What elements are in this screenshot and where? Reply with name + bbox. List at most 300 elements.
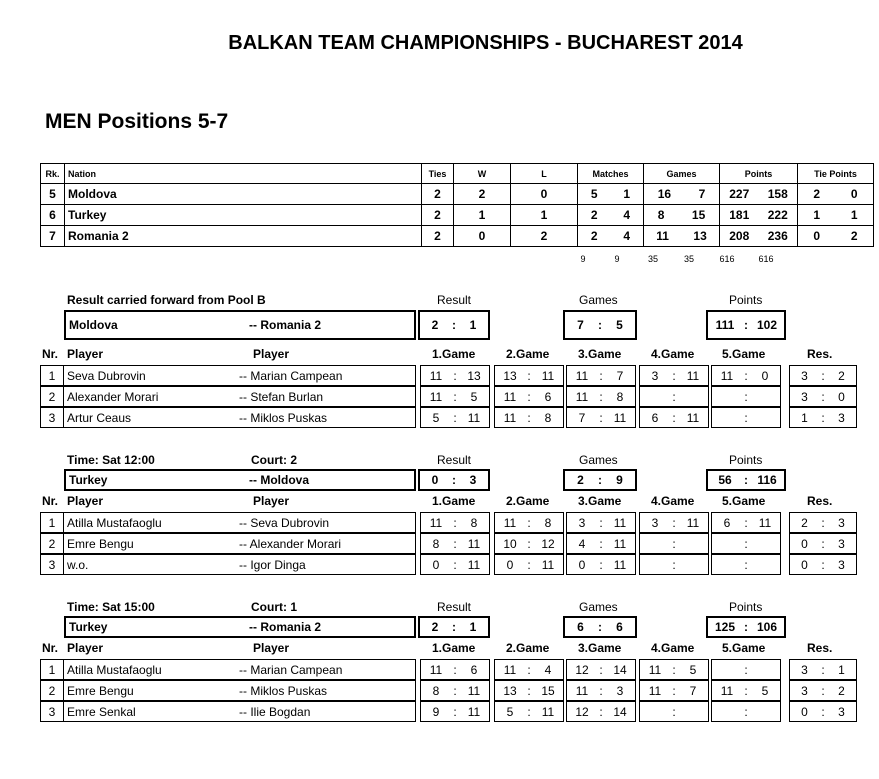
player1: Emre Senkal bbox=[67, 704, 136, 719]
match-info: Result carried forward from Pool B bbox=[67, 293, 266, 307]
match-result bbox=[418, 469, 490, 491]
game-score-left bbox=[640, 537, 670, 551]
games-lost: 15 bbox=[691, 208, 706, 222]
row-number-text: 3 bbox=[48, 704, 56, 719]
game-score-left: 0 bbox=[432, 557, 440, 572]
match-info: Time: Sat 12:00 bbox=[67, 453, 155, 467]
game-score bbox=[420, 386, 490, 407]
tie-points-lost: 0 bbox=[850, 187, 858, 201]
games-header: Games bbox=[644, 164, 720, 184]
rank: 6 bbox=[41, 205, 65, 226]
games-won: 11 bbox=[656, 229, 669, 243]
res-right: 2 bbox=[838, 683, 845, 698]
game-score-right bbox=[750, 558, 780, 572]
game-header: 1.Game bbox=[432, 347, 476, 361]
wins: 1 bbox=[454, 205, 511, 226]
games-colon: : bbox=[598, 473, 602, 487]
matches-won: 2 bbox=[590, 208, 598, 222]
res-colon: : bbox=[821, 557, 825, 572]
game-header: 4.Game bbox=[651, 494, 695, 508]
game-score-colon: : bbox=[527, 704, 531, 719]
game-score-right bbox=[750, 537, 780, 551]
team1-name: Turkey bbox=[69, 620, 108, 634]
game-score-colon: : bbox=[599, 704, 603, 719]
game-score-colon: : bbox=[527, 389, 531, 404]
game-score-colon: : bbox=[744, 389, 748, 404]
res-right: 3 bbox=[838, 536, 845, 551]
points-won: 208 bbox=[729, 229, 750, 243]
game-score-left: 11 bbox=[503, 389, 517, 404]
page-title: BALKAN TEAM CHAMPIONSHIPS - BUCHAREST 2014 bbox=[228, 32, 743, 54]
res-colon: : bbox=[821, 536, 825, 551]
game-score-right: 11 bbox=[467, 683, 481, 698]
game-score-right: 8 bbox=[470, 515, 478, 530]
res-right: 3 bbox=[838, 704, 845, 719]
game-score-right: 12 bbox=[541, 536, 555, 551]
game-score-colon: : bbox=[672, 683, 676, 698]
player-pair bbox=[63, 533, 416, 554]
game-score-colon: : bbox=[744, 557, 748, 572]
game-score-right bbox=[750, 411, 780, 425]
player-pair bbox=[63, 365, 416, 386]
ties: 2 bbox=[422, 184, 454, 205]
match-points bbox=[706, 616, 786, 638]
total-games-lost: 35 bbox=[683, 254, 694, 264]
match-points bbox=[706, 469, 786, 491]
game-score bbox=[494, 407, 564, 428]
game-score-colon: : bbox=[672, 662, 676, 677]
match-info: Time: Sat 15:00 bbox=[67, 600, 155, 614]
tie-points-won: 0 bbox=[813, 229, 821, 243]
result-label: Result bbox=[437, 293, 472, 307]
row-number-text: 3 bbox=[48, 410, 56, 425]
points-right: 116 bbox=[757, 473, 777, 487]
game-score-right: 8 bbox=[544, 515, 552, 530]
points bbox=[720, 205, 798, 226]
res-right: 3 bbox=[838, 557, 845, 572]
player-pair bbox=[63, 512, 416, 533]
rank-header: Rk. bbox=[41, 164, 65, 184]
result-left: 2 bbox=[431, 318, 439, 332]
game-score-colon: : bbox=[672, 410, 676, 425]
games-left: 6 bbox=[577, 620, 584, 634]
game-score-right: 8 bbox=[544, 410, 552, 425]
game-score-left: 0 bbox=[506, 557, 514, 572]
row-number bbox=[40, 512, 64, 533]
game-score-right: 0 bbox=[761, 368, 769, 383]
game-score-colon: : bbox=[453, 704, 457, 719]
res-right: 3 bbox=[838, 410, 845, 425]
nr-header: Nr. bbox=[42, 347, 59, 361]
player2: -- Stefan Burlan bbox=[239, 389, 324, 404]
games-left: 7 bbox=[577, 318, 584, 332]
tie-points-header: Tie Points bbox=[798, 164, 874, 184]
res-header: Res. bbox=[807, 347, 833, 361]
games-won: 16 bbox=[657, 187, 672, 201]
game-score-left: 3 bbox=[578, 515, 586, 530]
res-colon: : bbox=[821, 389, 825, 404]
wins: 0 bbox=[454, 226, 511, 247]
player2-header: Player bbox=[253, 494, 290, 508]
game-score bbox=[639, 659, 709, 680]
game-score-left: 3 bbox=[651, 515, 659, 530]
player1: Emre Bengu bbox=[67, 683, 134, 698]
court-label: Court: 1 bbox=[251, 600, 297, 614]
game-score bbox=[566, 659, 636, 680]
games bbox=[644, 205, 720, 226]
game-score-right: 11 bbox=[541, 557, 555, 572]
res-header: Res. bbox=[807, 494, 833, 508]
player-pair bbox=[63, 554, 416, 575]
res-left: 3 bbox=[801, 389, 808, 404]
game-score-right: 5 bbox=[470, 389, 478, 404]
game-score-right: 13 bbox=[467, 368, 481, 383]
res-colon: : bbox=[821, 515, 825, 530]
game-score bbox=[420, 659, 490, 680]
player1: Emre Bengu bbox=[67, 536, 134, 551]
game-score bbox=[494, 386, 564, 407]
wins: 2 bbox=[454, 184, 511, 205]
matches bbox=[578, 184, 644, 205]
game-score-left: 4 bbox=[578, 536, 586, 551]
ties-header: Ties bbox=[422, 164, 454, 184]
game-score-colon: : bbox=[744, 683, 748, 698]
ties: 2 bbox=[422, 205, 454, 226]
res-colon: : bbox=[821, 368, 825, 383]
game-score bbox=[639, 533, 709, 554]
game-score bbox=[566, 407, 636, 428]
game-score-right: 11 bbox=[467, 536, 481, 551]
result-colon: : bbox=[452, 620, 456, 634]
row-number bbox=[40, 365, 64, 386]
res-right: 3 bbox=[838, 515, 845, 530]
game-score bbox=[639, 365, 709, 386]
match-games bbox=[563, 469, 637, 491]
game-score-right: 11 bbox=[467, 557, 481, 572]
player1: Atilla Mustafaoglu bbox=[67, 515, 162, 530]
games-won: 8 bbox=[657, 208, 665, 222]
tie-points-won: 2 bbox=[813, 187, 821, 201]
game-score-left: 13 bbox=[503, 368, 517, 383]
player2: -- Marian Campean bbox=[239, 368, 343, 383]
points bbox=[720, 226, 798, 247]
game-score-right: 11 bbox=[467, 410, 481, 425]
standings-row bbox=[41, 226, 874, 247]
points-colon: : bbox=[744, 318, 748, 332]
res-left: 0 bbox=[801, 704, 808, 719]
points-right: 102 bbox=[756, 318, 778, 332]
team-box bbox=[64, 616, 416, 638]
game-score bbox=[420, 701, 490, 722]
points-label: Points bbox=[729, 453, 763, 467]
game-header: 2.Game bbox=[506, 641, 550, 655]
tie-points-won: 1 bbox=[813, 208, 821, 222]
player1: Alexander Morari bbox=[67, 389, 159, 404]
row-number-text: 2 bbox=[48, 683, 56, 698]
game-score-colon: : bbox=[453, 368, 457, 383]
game-header: 1.Game bbox=[432, 641, 476, 655]
game-score bbox=[639, 701, 709, 722]
game-header: 3.Game bbox=[578, 641, 622, 655]
tie-points-lost: 1 bbox=[850, 208, 858, 222]
game-score-right: 7 bbox=[689, 683, 697, 698]
tie-points-lost: 2 bbox=[850, 229, 858, 243]
game-score bbox=[711, 386, 781, 407]
standings-row bbox=[41, 184, 874, 205]
player2: -- Miklos Puskas bbox=[239, 410, 328, 425]
game-score-left: 11 bbox=[429, 368, 443, 383]
game-score-right: 11 bbox=[686, 368, 700, 383]
game-score bbox=[420, 680, 490, 701]
res-colon: : bbox=[821, 410, 825, 425]
match-res bbox=[789, 407, 857, 428]
tie-points bbox=[798, 184, 874, 205]
matches-won: 2 bbox=[590, 229, 598, 243]
game-score-colon: : bbox=[453, 662, 457, 677]
player2: -- Ilie Bogdan bbox=[239, 704, 311, 719]
game-score-left: 6 bbox=[723, 515, 731, 530]
game-score-colon: : bbox=[744, 662, 748, 677]
game-score-right: 11 bbox=[541, 704, 555, 719]
match-res bbox=[789, 554, 857, 575]
game-header: 2.Game bbox=[506, 494, 550, 508]
row-number bbox=[40, 533, 64, 554]
res-colon: : bbox=[821, 662, 825, 677]
game-score-left bbox=[712, 537, 742, 551]
matches-lost: 4 bbox=[623, 229, 631, 243]
game-score-colon: : bbox=[453, 557, 457, 572]
matches-won: 5 bbox=[590, 187, 598, 201]
game-header: 3.Game bbox=[578, 347, 622, 361]
game-score-left: 6 bbox=[651, 410, 659, 425]
res-left: 1 bbox=[801, 410, 808, 425]
points-won: 181 bbox=[729, 208, 750, 222]
game-score bbox=[639, 407, 709, 428]
game-header: 4.Game bbox=[651, 347, 695, 361]
res-right: 0 bbox=[838, 389, 845, 404]
game-score-left bbox=[640, 705, 670, 719]
player2: -- Seva Dubrovin bbox=[239, 515, 330, 530]
game-score bbox=[711, 365, 781, 386]
points-header: Points bbox=[720, 164, 798, 184]
row-number bbox=[40, 680, 64, 701]
game-score bbox=[566, 680, 636, 701]
game-score bbox=[566, 386, 636, 407]
game-score-left: 11 bbox=[575, 683, 589, 698]
game-score-right: 3 bbox=[616, 683, 624, 698]
game-score-left: 8 bbox=[432, 683, 440, 698]
points-won: 227 bbox=[729, 187, 750, 201]
game-score-colon: : bbox=[527, 683, 531, 698]
game-score-colon: : bbox=[527, 536, 531, 551]
player-pair bbox=[63, 659, 416, 680]
wins-header: W bbox=[454, 164, 511, 184]
game-score-left: 8 bbox=[432, 536, 440, 551]
games bbox=[644, 184, 720, 205]
game-score-right: 4 bbox=[544, 662, 552, 677]
game-score-right: 11 bbox=[613, 536, 627, 551]
row-number bbox=[40, 554, 64, 575]
losses: 1 bbox=[511, 205, 578, 226]
points-lost: 158 bbox=[767, 187, 788, 201]
game-score-right bbox=[678, 705, 708, 719]
row-number bbox=[40, 701, 64, 722]
result-colon: : bbox=[452, 473, 456, 487]
games-colon: : bbox=[598, 318, 602, 332]
game-score-left bbox=[712, 663, 742, 677]
games-lost: 7 bbox=[698, 187, 706, 201]
game-score-colon: : bbox=[599, 410, 603, 425]
nation: Romania 2 bbox=[65, 226, 422, 247]
points-left: 125 bbox=[714, 620, 736, 634]
match-res bbox=[789, 512, 857, 533]
res-header: Res. bbox=[807, 641, 833, 655]
games-right: 6 bbox=[616, 620, 623, 634]
result-right: 3 bbox=[469, 473, 477, 487]
team2-name: -- Moldova bbox=[249, 473, 309, 487]
team-box bbox=[64, 310, 416, 340]
games-label: Games bbox=[579, 293, 618, 307]
matches bbox=[578, 226, 644, 247]
res-right: 1 bbox=[838, 662, 845, 677]
standings-row bbox=[41, 205, 874, 226]
points bbox=[720, 184, 798, 205]
game-score-left: 11 bbox=[429, 389, 443, 404]
game-score-left: 11 bbox=[648, 683, 662, 698]
game-score-colon: : bbox=[744, 536, 748, 551]
game-header: 4.Game bbox=[651, 641, 695, 655]
points-right: 106 bbox=[756, 620, 778, 634]
rank: 7 bbox=[41, 226, 65, 247]
game-score bbox=[566, 512, 636, 533]
game-score bbox=[639, 680, 709, 701]
section-title: MEN Positions 5-7 bbox=[45, 110, 229, 133]
res-left: 0 bbox=[801, 557, 808, 572]
game-score-colon: : bbox=[599, 662, 603, 677]
game-score-right: 5 bbox=[689, 662, 697, 677]
game-score-left bbox=[712, 390, 742, 404]
res-left: 2 bbox=[801, 515, 808, 530]
game-score-left: 11 bbox=[429, 662, 443, 677]
game-score bbox=[494, 659, 564, 680]
game-score-left: 11 bbox=[720, 368, 734, 383]
game-header: 1.Game bbox=[432, 494, 476, 508]
player2-header: Player bbox=[253, 641, 290, 655]
games-label: Games bbox=[579, 600, 618, 614]
game-score-colon: : bbox=[527, 557, 531, 572]
game-score-colon: : bbox=[599, 536, 603, 551]
player-pair bbox=[63, 386, 416, 407]
game-score bbox=[494, 554, 564, 575]
matches-lost: 4 bbox=[623, 208, 631, 222]
result-left: 0 bbox=[431, 473, 439, 487]
game-score-right: 6 bbox=[544, 389, 552, 404]
game-score-left bbox=[640, 390, 670, 404]
game-score-left: 12 bbox=[575, 662, 589, 677]
player-pair bbox=[63, 680, 416, 701]
game-score-right: 11 bbox=[613, 557, 627, 572]
losses-header: L bbox=[511, 164, 578, 184]
points-left: 111 bbox=[715, 318, 735, 332]
game-score-colon: : bbox=[599, 368, 603, 383]
player1-header: Player bbox=[67, 641, 104, 655]
game-score-right: 8 bbox=[616, 389, 624, 404]
game-score-right bbox=[750, 705, 780, 719]
team2-name: -- Romania 2 bbox=[249, 318, 322, 332]
row-number-text: 2 bbox=[48, 536, 56, 551]
game-score-colon: : bbox=[599, 557, 603, 572]
match-games bbox=[563, 310, 637, 340]
player2: -- Igor Dinga bbox=[239, 557, 306, 572]
nation: Turkey bbox=[65, 205, 422, 226]
row-number-text: 2 bbox=[48, 389, 56, 404]
match-points bbox=[706, 310, 786, 340]
game-score-left: 11 bbox=[429, 515, 443, 530]
player-pair bbox=[63, 407, 416, 428]
game-score bbox=[420, 407, 490, 428]
game-score-right: 14 bbox=[613, 704, 627, 719]
games-label: Games bbox=[579, 453, 618, 467]
game-score bbox=[711, 680, 781, 701]
total-matches-lost: 9 bbox=[614, 254, 620, 264]
game-score bbox=[639, 386, 709, 407]
game-score-left bbox=[640, 558, 670, 572]
game-score-colon: : bbox=[672, 536, 676, 551]
game-score-left: 11 bbox=[575, 389, 589, 404]
game-score-colon: : bbox=[672, 557, 676, 572]
points-colon: : bbox=[744, 620, 748, 634]
total-points-lost: 616 bbox=[758, 254, 774, 264]
game-score-colon: : bbox=[672, 389, 676, 404]
game-score-right: 11 bbox=[686, 515, 700, 530]
nr-header: Nr. bbox=[42, 494, 59, 508]
tie-points bbox=[798, 226, 874, 247]
game-score bbox=[494, 365, 564, 386]
result-left: 2 bbox=[431, 620, 439, 634]
match-games bbox=[563, 616, 637, 638]
res-left: 0 bbox=[801, 536, 808, 551]
game-score-colon: : bbox=[453, 515, 457, 530]
points-lost: 236 bbox=[767, 229, 788, 243]
game-score-colon: : bbox=[453, 683, 457, 698]
row-number-text: 1 bbox=[48, 662, 56, 677]
game-score-left: 11 bbox=[720, 683, 734, 698]
game-score bbox=[711, 533, 781, 554]
result-colon: : bbox=[452, 318, 456, 332]
game-score-right bbox=[750, 390, 780, 404]
match-res bbox=[789, 533, 857, 554]
game-score-colon: : bbox=[744, 704, 748, 719]
player2: -- Miklos Puskas bbox=[239, 683, 328, 698]
game-score-colon: : bbox=[599, 683, 603, 698]
game-score-right: 11 bbox=[758, 515, 772, 530]
matches bbox=[578, 205, 644, 226]
game-score-left: 13 bbox=[503, 683, 517, 698]
result-label: Result bbox=[437, 600, 472, 614]
match-res bbox=[789, 659, 857, 680]
game-score-left: 11 bbox=[503, 410, 517, 425]
game-score-colon: : bbox=[453, 536, 457, 551]
team1-name: Moldova bbox=[69, 318, 118, 332]
game-score-colon: : bbox=[527, 410, 531, 425]
game-score-colon: : bbox=[672, 515, 676, 530]
game-score bbox=[494, 512, 564, 533]
game-score-left: 11 bbox=[503, 662, 517, 677]
result-right: 1 bbox=[469, 318, 477, 332]
total-matches-won: 9 bbox=[580, 254, 586, 264]
game-score bbox=[420, 512, 490, 533]
game-score-left: 3 bbox=[651, 368, 659, 383]
